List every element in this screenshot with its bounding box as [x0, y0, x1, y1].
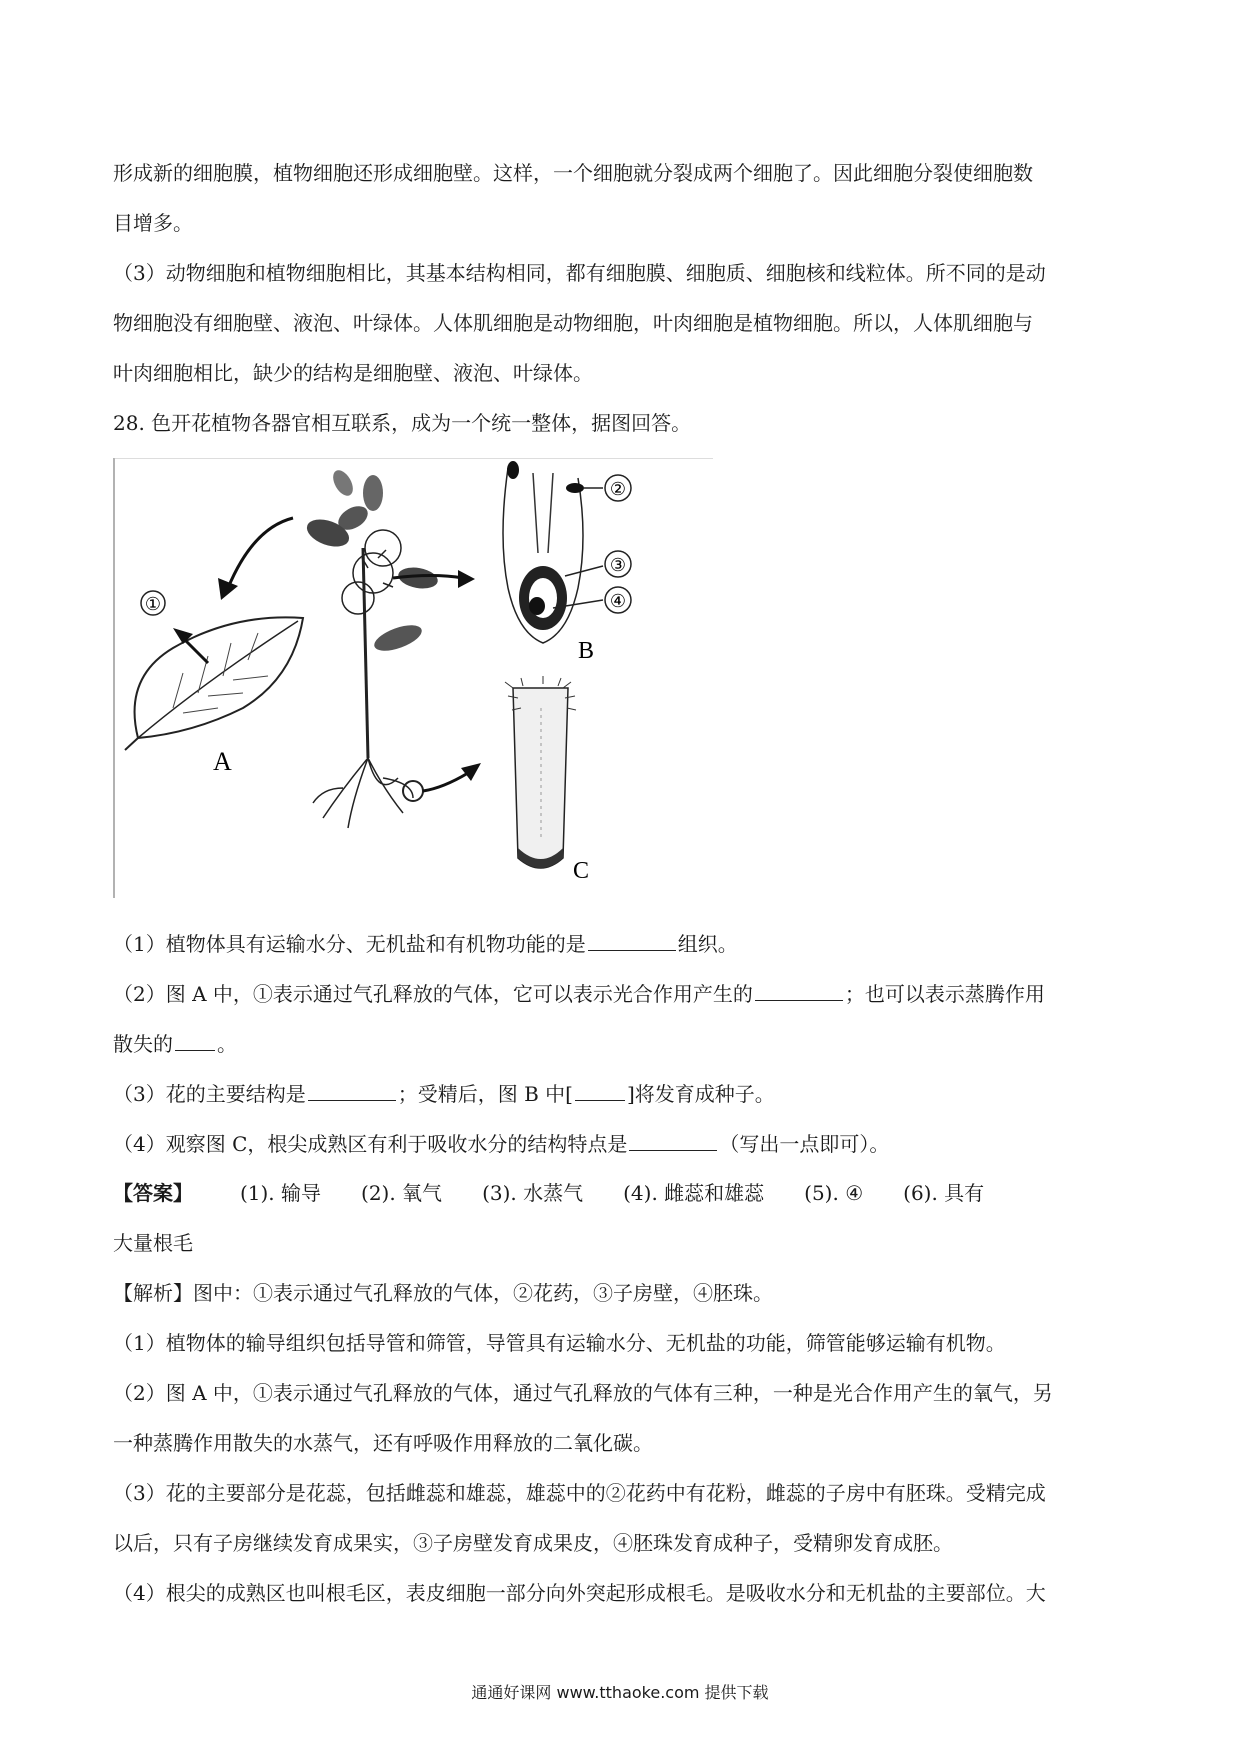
flower-section-diagram	[503, 461, 603, 643]
question-2-text: （2）图 A 中，①表示通过气孔释放的气体，它可以表示光合作用产生的	[113, 982, 753, 1006]
question-3	[113, 1080, 775, 1107]
answer-item: (1). 输导	[239, 1181, 322, 1205]
answer-blank	[308, 1080, 396, 1101]
answer-blank	[629, 1130, 717, 1151]
marker-2: ②	[609, 479, 627, 500]
question-4-text-end: （写出一点即可）。	[719, 1132, 890, 1156]
question-4	[113, 1130, 889, 1157]
question-1	[113, 930, 738, 957]
marker-3: ③	[609, 555, 627, 576]
root-tip-diagram	[505, 676, 576, 868]
question-2-text-end: 。	[217, 1032, 237, 1056]
label-c: C	[573, 858, 590, 884]
analysis-line: （2）图 A 中，①表示通过气孔释放的气体，通过气孔释放的气体有三种，一种是光合作用产生的氧气，另	[113, 1381, 1053, 1405]
answer-item: (2). 氧气	[361, 1181, 443, 1205]
question-1-text-end: 组织。	[677, 932, 738, 956]
analysis-line: 以后，只有子房继续发育成果实，③子房壁发育成果皮，④胚珠发育成种子，受精卵发育成胚。	[113, 1531, 953, 1555]
analysis-line: （4）根尖的成熟区也叫根毛区，表皮细胞一部分向外突起形成根毛。是吸收水分和无机盐的主要部位。大	[113, 1581, 1046, 1605]
answer-item: (5). ④	[804, 1181, 864, 1205]
question-title: 28. 色开花植物各器官相互联系，成为一个统一整体，据图回答。	[113, 411, 692, 435]
analysis-line: 【解析】图中：①表示通过气孔释放的气体，②花药，③子房壁，④胚珠。	[113, 1281, 773, 1305]
question-3-text-end: ]将发育成种子。	[626, 1082, 775, 1106]
question-2-text-mid: ；也可以表示蒸腾作用	[844, 982, 1045, 1006]
paragraph-line: （3）动物细胞和植物细胞相比，其基本结构相同，都有细胞膜、细胞质、细胞核和线粒体。所不同的是动	[113, 261, 1046, 285]
question-3-text-mid: ；受精后，图 B 中[	[397, 1082, 573, 1106]
question-2	[113, 980, 1045, 1007]
answer-item: (4). 雌蕊和雄蕊	[623, 1181, 765, 1205]
paragraph-line: 物细胞没有细胞壁、液泡、叶绿体。人体肌细胞是动物细胞，叶肉细胞是植物细胞。所以，人体肌细胞与	[113, 311, 1033, 335]
answer-blank	[755, 980, 843, 1001]
paragraph-line: 目增多。	[113, 211, 193, 235]
answer-blank	[175, 1030, 215, 1051]
paragraph-line: 形成新的细胞膜，植物细胞还形成细胞壁。这样，一个细胞就分裂成两个细胞了。因此细胞分裂使细胞数	[113, 161, 1033, 185]
marker-1: ①	[144, 594, 162, 615]
leaf-diagram	[125, 617, 303, 750]
plant-diagram	[303, 467, 439, 828]
plant-figure	[113, 458, 713, 902]
answer-blank	[575, 1080, 625, 1101]
analysis-line: （1）植物体的输导组织包括导管和筛管，导管具有运输水分、无机盐的功能，筛管能够运输有机物。	[113, 1331, 1006, 1355]
marker-4: ④	[609, 591, 627, 612]
question-2-cont	[113, 1030, 237, 1057]
answer-blank	[588, 930, 676, 951]
question-2-text-cont: 散失的	[113, 1032, 173, 1056]
question-4-text: （4）观察图 C，根尖成熟区有利于吸收水分的结构特点是	[113, 1132, 628, 1156]
answer-line	[113, 1180, 984, 1206]
answer-label: 【答案】	[113, 1181, 193, 1205]
analysis-line: （3）花的主要部分是花蕊，包括雌蕊和雄蕊，雄蕊中的②花药中有花粉，雌蕊的子房中有胚珠。受精完成	[113, 1481, 1046, 1505]
paragraph-line: 叶肉细胞相比，缺少的结构是细胞壁、液泡、叶绿体。	[113, 361, 593, 385]
answer-item: (6). 具有	[903, 1181, 985, 1205]
label-b: B	[578, 638, 595, 664]
analysis-line: 一种蒸腾作用散失的水蒸气，还有呼吸作用释放的二氧化碳。	[113, 1431, 653, 1455]
label-a: A	[213, 747, 232, 776]
page-footer: 通通好课网 www.tthaoke.com 提供下载	[471, 1683, 769, 1702]
question-1-text: （1）植物体具有运输水分、无机盐和有机物功能的是	[113, 932, 586, 956]
question-3-text: （3）花的主要结构是	[113, 1082, 306, 1106]
answer-line-cont: 大量根毛	[113, 1231, 193, 1255]
answer-item: (3). 水蒸气	[482, 1181, 584, 1205]
